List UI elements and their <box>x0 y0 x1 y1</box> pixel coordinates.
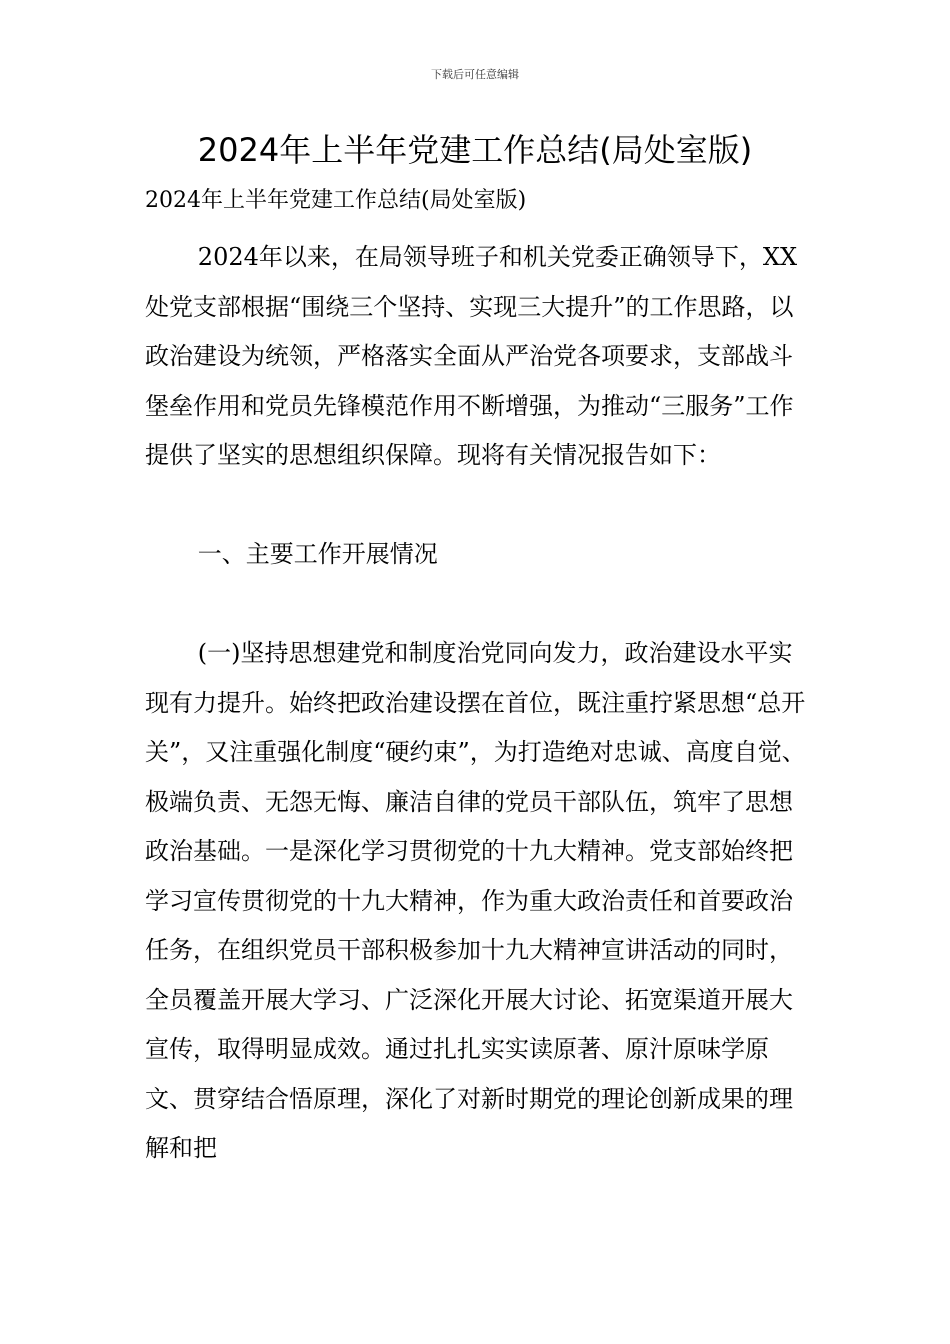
intro-paragraph: 2024年以来，在局领导班子和机关党委正确领导下，XX处党支部根据“围绕三个坚持、实现三大提升”的工作思路，以政治建设为统领，严格落实全面从严治党各项要求，支部战斗堡垒作用和党员先锋模范作用不断增强，为推动“三服务”工作提供了坚实的思想组织保障。现将有关情况报告如下： <box>145 243 798 469</box>
document-body <box>145 181 815 1174</box>
header-note: 下载后可任意编辑 <box>431 68 519 81</box>
section-heading: 一、主要工作开展情况 <box>197 540 438 568</box>
spacer <box>145 481 815 531</box>
document-title: 2024年上半年党建工作总结(局处室版) <box>197 131 753 169</box>
section-paragraph: (一)坚持思想建党和制度治党同向发力，政治建设水平实现有力提升。始终把政治建设摆在首位，既注重拧紧思想“总开关”，又注重强化制度“硬约束”，为打造绝对忠诚、高度自觉、极端负责、无怨无悔、廉洁自律的党员干部队伍，筑牢了思想政治基础。一是深化学习贯彻党的十九大精神。党支部始终把学习宣传贯彻党的十九大精神，作为重大政治责任和首要政治任务，在组织党员干部积极参加十九大精神宣讲活动的同时，全员覆盖开展大学习、广泛深化开展大讨论、拓宽渠道开展大宣传，取得明显成效。通过扎扎实实读原著、原汁原味学原文、贯穿结合悟原理，深化了对新时期党的理论创新成果的理解和把 <box>145 639 806 1162</box>
document-subtitle: 2024年上半年党建工作总结(局处室版) <box>145 188 527 213</box>
spacer <box>145 580 815 630</box>
